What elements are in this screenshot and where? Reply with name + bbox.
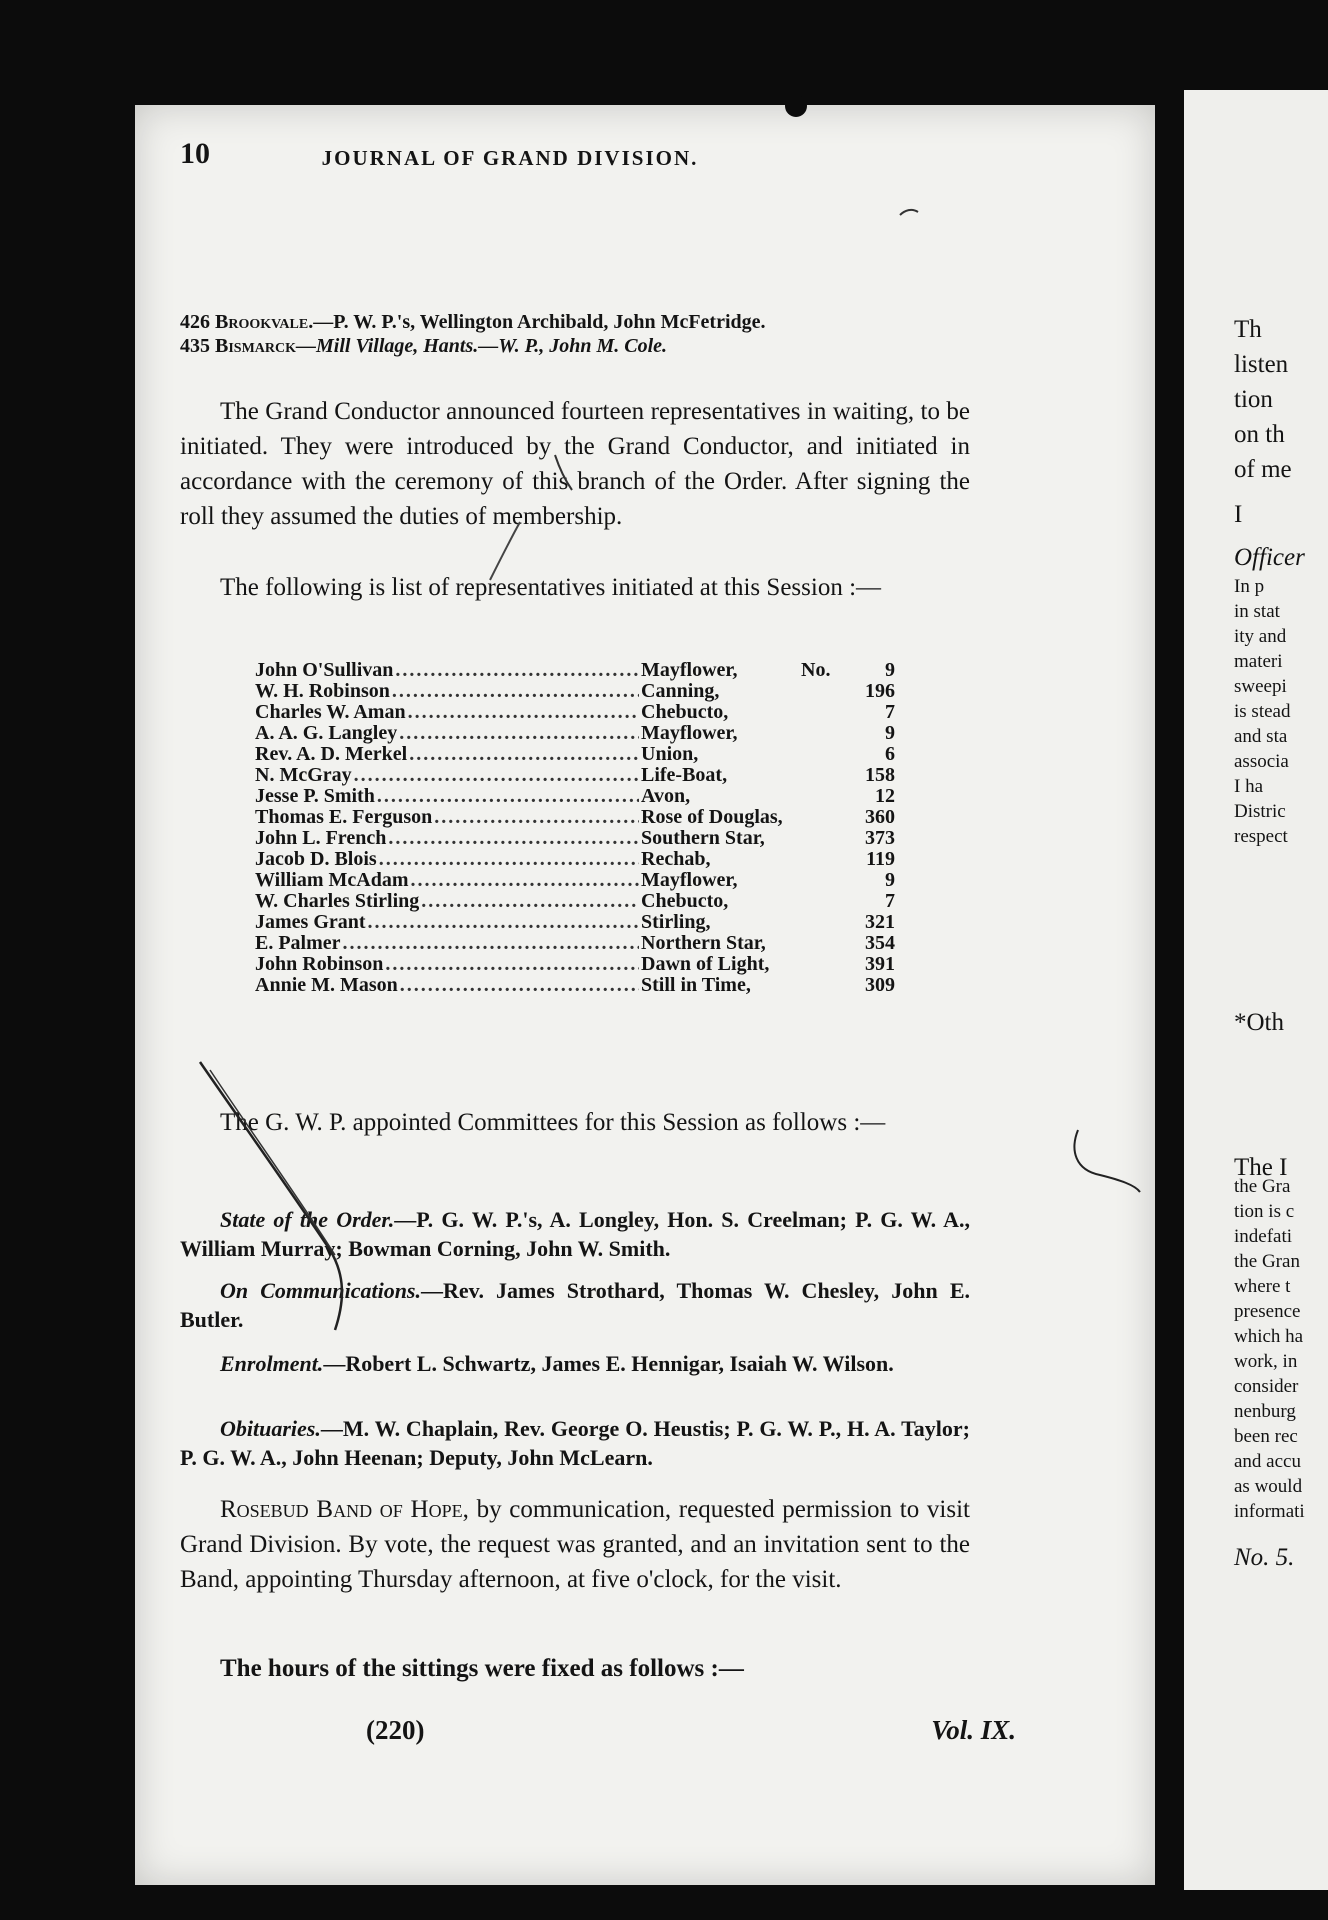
right-page-fragment: respect (1234, 826, 1288, 847)
division-name: Mayflower, (641, 722, 738, 744)
lodge-number: 435 (180, 335, 210, 357)
representative-row (255, 870, 895, 891)
division-name: Avon, (641, 785, 691, 807)
representative-name: William McAdam (255, 869, 409, 891)
lodge-entry (180, 311, 766, 334)
right-page-fragment: of me (1234, 456, 1292, 483)
leader-dots (385, 954, 639, 975)
committee-members: —M. W. Chaplain, Rev. George O. Heustis; P. G. W. P., H. A. Taylor; P. G. W. A., John Heenan; Deputy, John McLearn. (180, 1416, 970, 1470)
right-page-fragment: and sta (1234, 726, 1288, 747)
right-page-fragment: materi (1234, 651, 1283, 672)
representative-row (255, 786, 895, 807)
leader-dots (409, 744, 639, 765)
lodge-entry (180, 335, 667, 358)
lodge-details: .—P. W. P.'s, Wellington Archibald, John McFetridge. (308, 311, 766, 333)
right-page-fragment: indefati (1234, 1226, 1293, 1247)
paragraph-conductor: The Grand Conductor announced fourteen representatives in waiting, to be initiated. They were introduced by the Grand Conductor, and initiated in accordance with the ceremony of this branch of the Order. After signing the roll they assumed the duties of membership. (180, 398, 970, 530)
lodge-details: —Mill Village, Hants.—W. P., John M. Cole. (296, 335, 668, 357)
division-name: Chebucto, (641, 701, 729, 723)
right-page-fragment: as would (1234, 1476, 1303, 1497)
band-name: Rosebud Band of Hope (220, 1496, 463, 1523)
right-page-fragment: sweepi (1234, 676, 1287, 697)
representative-name: Charles W. Aman (255, 701, 406, 723)
division-name: Mayflower, (641, 869, 738, 891)
division-number: 6 (885, 743, 895, 765)
right-page-fragment: been rec (1234, 1426, 1298, 1447)
division-name: Southern Star, (641, 827, 765, 849)
representative-name: John O'Sullivan (255, 659, 394, 681)
division-name: Dawn of Light, (641, 953, 770, 975)
division-number: 9 (885, 659, 895, 681)
division-name: Northern Star, (641, 932, 766, 954)
leader-dots (408, 702, 639, 723)
division-number: 196 (865, 680, 895, 702)
representative-name: Annie M. Mason (255, 974, 398, 996)
right-page-fragment: Distric (1234, 801, 1286, 822)
representative-name: John Robinson (255, 953, 384, 975)
division-number: 360 (865, 806, 895, 828)
representative-name: A. A. G. Langley (255, 722, 398, 744)
right-page-fragment: No. 5. (1234, 1544, 1295, 1571)
lodge-number: 426 (180, 311, 210, 333)
right-page-fragment: the Gran (1234, 1251, 1300, 1272)
leader-dots (388, 828, 639, 849)
page-code: (220) (366, 1715, 425, 1745)
division-name: Rechab, (641, 848, 711, 870)
paragraph-committees-intro: The G. W. P. appointed Committees for this Session as follows :— (220, 1109, 886, 1136)
paragraph-rosebud-text: , by communication, requested permission to visit Grand Division. By vote, the request was granted, and an invitation sent to the Band, appointing Thursday afternoon, at five o'clock, for the visit. (180, 1496, 970, 1593)
division-number: 9 (885, 722, 895, 744)
page-number: 10 (180, 137, 210, 170)
right-page-fragment: is stead (1234, 701, 1291, 722)
division-number: 158 (865, 764, 895, 786)
leader-dots (399, 723, 639, 744)
leader-dots (395, 660, 639, 681)
right-page-fragment: the Gra (1234, 1176, 1291, 1197)
right-page-fragment: Th (1234, 316, 1262, 343)
lodge-name: Bismarck (215, 335, 297, 357)
representative-name: John L. French (255, 827, 387, 849)
right-page-fragment: where t (1234, 1276, 1291, 1297)
division-number: 12 (875, 785, 895, 807)
leader-dots (368, 912, 639, 933)
right-page-fragment: listen (1234, 351, 1289, 378)
right-page-fragment: presence (1234, 1301, 1301, 1322)
right-page-fragment: on th (1234, 421, 1285, 448)
committee-name: Obituaries. (220, 1416, 321, 1441)
paragraph-list-intro: The following is list of representatives initiated at this Session :— (220, 574, 882, 601)
representative-row (255, 660, 895, 681)
representative-name: Rev. A. D. Merkel (255, 743, 408, 765)
division-number: 309 (865, 974, 895, 996)
representative-row (255, 702, 895, 723)
right-page-fragment: *Oth (1234, 1009, 1284, 1036)
leader-dots (400, 975, 639, 996)
right-page-fragment: In p (1234, 576, 1265, 597)
right-page-fragment: which ha (1234, 1326, 1304, 1347)
paragraph-rosebud (180, 1492, 970, 1597)
division-number: 354 (865, 932, 895, 954)
representative-name: E. Palmer (255, 932, 341, 954)
division-name: Chebucto, (641, 890, 729, 912)
division-number: 373 (865, 827, 895, 849)
committee-members: —Robert L. Schwartz, James E. Hennigar, Isaiah W. Wilson. (323, 1351, 894, 1376)
leader-dots (343, 933, 639, 954)
binding-notch (785, 95, 807, 117)
representative-row (255, 744, 895, 765)
representative-name: James Grant (255, 911, 366, 933)
leader-dots (379, 849, 639, 870)
representative-row (255, 828, 895, 849)
division-name: Canning, (641, 680, 720, 702)
leader-dots (411, 870, 639, 891)
division-name: Stirling, (641, 911, 711, 933)
right-page-fragment: in stat (1234, 601, 1280, 622)
division-number: 7 (885, 701, 895, 723)
right-page-fragment: I (1234, 501, 1243, 528)
right-page-fragment: associa (1234, 751, 1289, 772)
division-number: 9 (885, 869, 895, 891)
committee-obituaries (180, 1414, 970, 1472)
division-number: 321 (865, 911, 895, 933)
leader-dots (354, 765, 639, 786)
representative-row (255, 807, 895, 828)
committee-members: —P. G. W. P.'s, A. Longley, Hon. S. Creelman; P. G. W. A., William Murray; Bowman Corning, John W. Smith. (180, 1207, 970, 1261)
lodge-name: Brookvale (215, 311, 309, 333)
representative-row (255, 933, 895, 954)
leader-dots (377, 786, 639, 807)
right-page-fragment: tion is c (1234, 1201, 1295, 1222)
leader-dots (434, 807, 639, 828)
division-name: Rose of Douglas, (641, 806, 783, 828)
right-page-fragment: Officer (1234, 544, 1305, 571)
representative-row (255, 723, 895, 744)
division-number: 7 (885, 890, 895, 912)
representative-row (255, 765, 895, 786)
right-page-fragment: consider (1234, 1376, 1299, 1397)
committee-name: State of the Order. (220, 1207, 395, 1232)
right-page-fragment: ity and (1234, 626, 1287, 647)
leader-dots (392, 681, 639, 702)
division-number: 119 (866, 848, 895, 870)
number-prefix: No. (801, 659, 831, 681)
leader-dots (421, 891, 639, 912)
right-page-fragment: tion (1234, 386, 1273, 413)
committee-communications (180, 1276, 970, 1334)
running-title: JOURNAL OF GRAND DIVISION. (321, 146, 699, 170)
representative-row (255, 954, 895, 975)
right-page-fragment: I ha (1234, 776, 1264, 797)
committee-members: —Rev. James Strothard, Thomas W. Chesley, John E. Butler. (180, 1278, 971, 1332)
right-page-fragment: informati (1234, 1501, 1305, 1522)
division-name: Life-Boat, (641, 764, 728, 786)
representative-row (255, 681, 895, 702)
division-name: Mayflower, (641, 659, 738, 681)
paragraph-hours: The hours of the sittings were fixed as follows :— (220, 1655, 744, 1682)
division-number: 391 (865, 953, 895, 975)
representatives-list (255, 660, 895, 996)
committee-name: Enrolment. (220, 1351, 324, 1376)
right-page-fragment: work, in (1234, 1351, 1298, 1372)
representative-name: Thomas E. Ferguson (255, 806, 433, 828)
representative-row (255, 849, 895, 870)
representative-name: N. McGray (255, 764, 352, 786)
division-name: Union, (641, 743, 699, 765)
right-page-edge (1184, 90, 1328, 1890)
right-page-fragment: and accu (1234, 1451, 1301, 1472)
right-page-fragment: The I (1234, 1154, 1288, 1181)
representative-name: Jacob D. Blois (255, 848, 377, 870)
representative-row (255, 975, 895, 996)
committee-enrolment (180, 1349, 970, 1378)
right-page-fragment: nenburg (1234, 1401, 1296, 1422)
representative-row (255, 891, 895, 912)
representative-name: W. Charles Stirling (255, 890, 420, 912)
committee-name: On Communications. (220, 1278, 421, 1303)
representative-name: W. H. Robinson (255, 680, 390, 702)
volume-label: Vol. IX. (931, 1715, 1016, 1745)
committee-state-of-order (180, 1205, 970, 1263)
division-name: Still in Time, (641, 974, 751, 996)
representative-name: Jesse P. Smith (255, 785, 375, 807)
representative-row (255, 912, 895, 933)
